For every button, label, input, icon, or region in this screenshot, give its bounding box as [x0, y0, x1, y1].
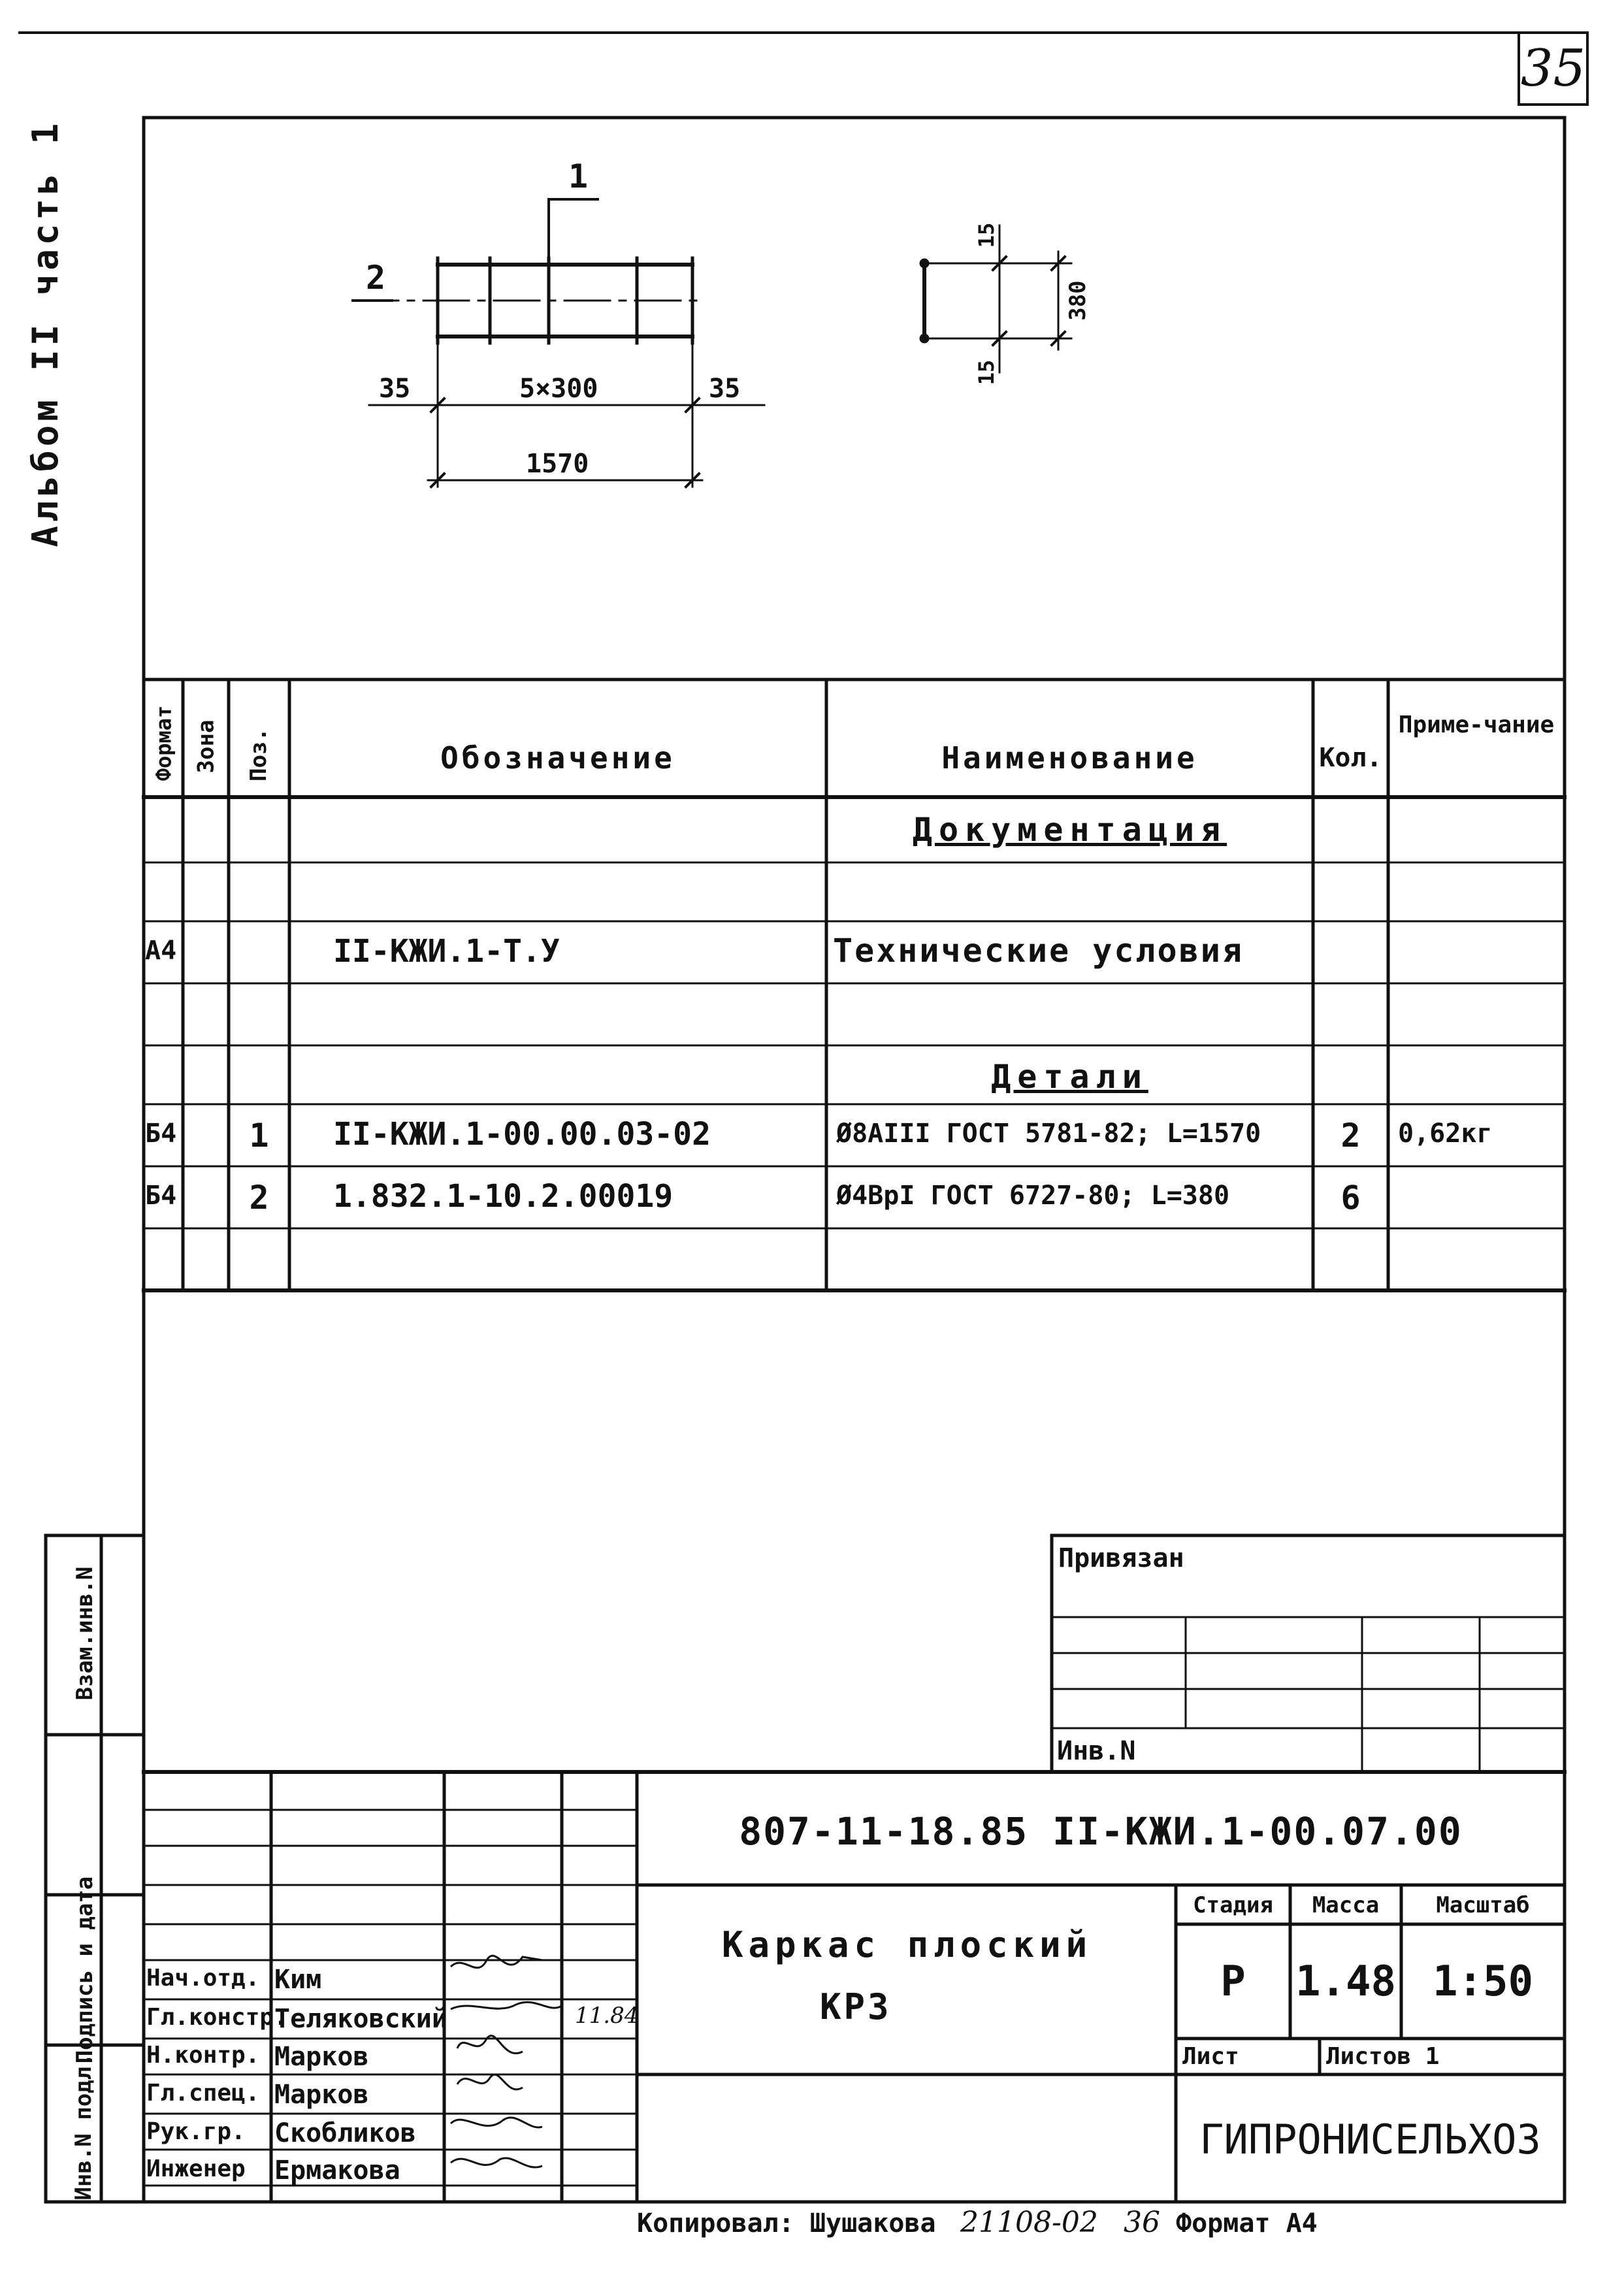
dim-end-left: 35	[379, 374, 411, 404]
sheet-label: Лист	[1182, 2043, 1239, 2070]
row-3-name: Ø4ВрI ГОСТ 6727-80; L=380	[836, 1181, 1230, 1211]
scale-value: 1:50	[1432, 1957, 1534, 2006]
title-line-1: Каркас плоский	[722, 1924, 1093, 1965]
person-name: Теляковский	[274, 2004, 447, 2034]
sheet-number: 35	[1520, 39, 1586, 98]
row-2-format: Б4	[145, 1119, 177, 1149]
row-2-note: 0,62кг	[1398, 1119, 1493, 1149]
dim-section-bottom: 15	[974, 359, 999, 385]
binding-inv-label: Инв.N	[1057, 1736, 1136, 1766]
side-inv-orig: Инв.N подл.	[71, 2053, 97, 2201]
row-2-qty: 2	[1340, 1116, 1361, 1155]
row-2-pos: 1	[249, 1116, 269, 1155]
person-role: Нач.отд.	[146, 1965, 260, 1991]
col-header-zone: Зона	[193, 719, 219, 774]
organization-name: ГИПРОНИСЕЛЬХОЗ	[1199, 2116, 1541, 2163]
stage-value: Р	[1220, 1957, 1246, 2006]
stage-label: Стадия	[1193, 1892, 1273, 1918]
row-1-format: А4	[145, 936, 177, 966]
person-name: Марков	[274, 2080, 369, 2110]
row-2-name: Ø8АIII ГОСТ 5781-82; L=1570	[836, 1119, 1261, 1149]
side-inv-instead: Взам.инв.N	[72, 1566, 98, 1701]
dim-section-height: 380	[1065, 280, 1091, 321]
dim-total: 1570	[526, 449, 589, 479]
pos-1-label: 1	[568, 157, 589, 195]
person-name: Скобликов	[274, 2118, 416, 2148]
row-1-name: Технические условия	[833, 932, 1244, 970]
row-3-designation: 1.832.1-10.2.00019	[333, 1178, 674, 1215]
col-header-note: Приме-чание	[1398, 712, 1555, 739]
col-header-format: Формат	[151, 705, 176, 781]
title-line-2: КР3	[820, 1986, 892, 2027]
mass-value: 1.48	[1295, 1957, 1397, 2006]
person-role: Н.контр.	[146, 2042, 260, 2069]
person-name: Ермакова	[274, 2155, 400, 2186]
section-parts: Детали	[991, 1057, 1148, 1096]
col-header-name: Наименование	[941, 740, 1198, 776]
person-name: Марков	[274, 2042, 369, 2072]
row-3-qty: 6	[1340, 1178, 1361, 1217]
footer-copied-by: Копировал: Шушакова	[637, 2208, 936, 2238]
binding-label: Привязан	[1058, 1543, 1184, 1573]
mass-label: Масса	[1312, 1892, 1380, 1918]
section-docs: Документация	[912, 811, 1227, 849]
person-role: Гл.спец.	[146, 2080, 260, 2106]
dim-end-right: 35	[709, 374, 741, 404]
footer-copied-num: 36	[1124, 2206, 1160, 2239]
col-header-qty: Кол.	[1319, 743, 1382, 773]
person-name: Ким	[274, 1965, 322, 1995]
row-2-designation: II-КЖИ.1-00.00.03-02	[333, 1116, 711, 1153]
col-header-pos: Поз.	[246, 728, 272, 781]
footer-format: Формат А4	[1176, 2208, 1318, 2238]
pos-2-label: 2	[366, 259, 386, 297]
row-3-pos: 2	[249, 1178, 269, 1217]
footer-copied-code: 21108-02	[960, 2206, 1098, 2239]
sheets-label: Листов 1	[1326, 2043, 1440, 2070]
scale-label: Масштаб	[1436, 1892, 1530, 1918]
person-role: Инженер	[146, 2155, 246, 2182]
person-date: 11.84	[575, 2003, 639, 2029]
album-label: Альбом II часть 1	[25, 119, 66, 548]
row-3-format: Б4	[145, 1181, 177, 1211]
person-role: Рук.гр.	[146, 2118, 246, 2145]
col-header-designation: Обозначение	[440, 740, 675, 776]
person-role: Гл.констр.	[146, 2004, 288, 2031]
dim-spacing: 5×300	[519, 374, 598, 404]
dim-section-top: 15	[974, 222, 999, 248]
document-code: 807-11-18.85 II-КЖИ.1-00.07.00	[739, 1809, 1463, 1854]
side-sign-date: Подпись и дата	[72, 1876, 98, 2064]
row-1-designation: II-КЖИ.1-Т.У	[333, 933, 560, 970]
